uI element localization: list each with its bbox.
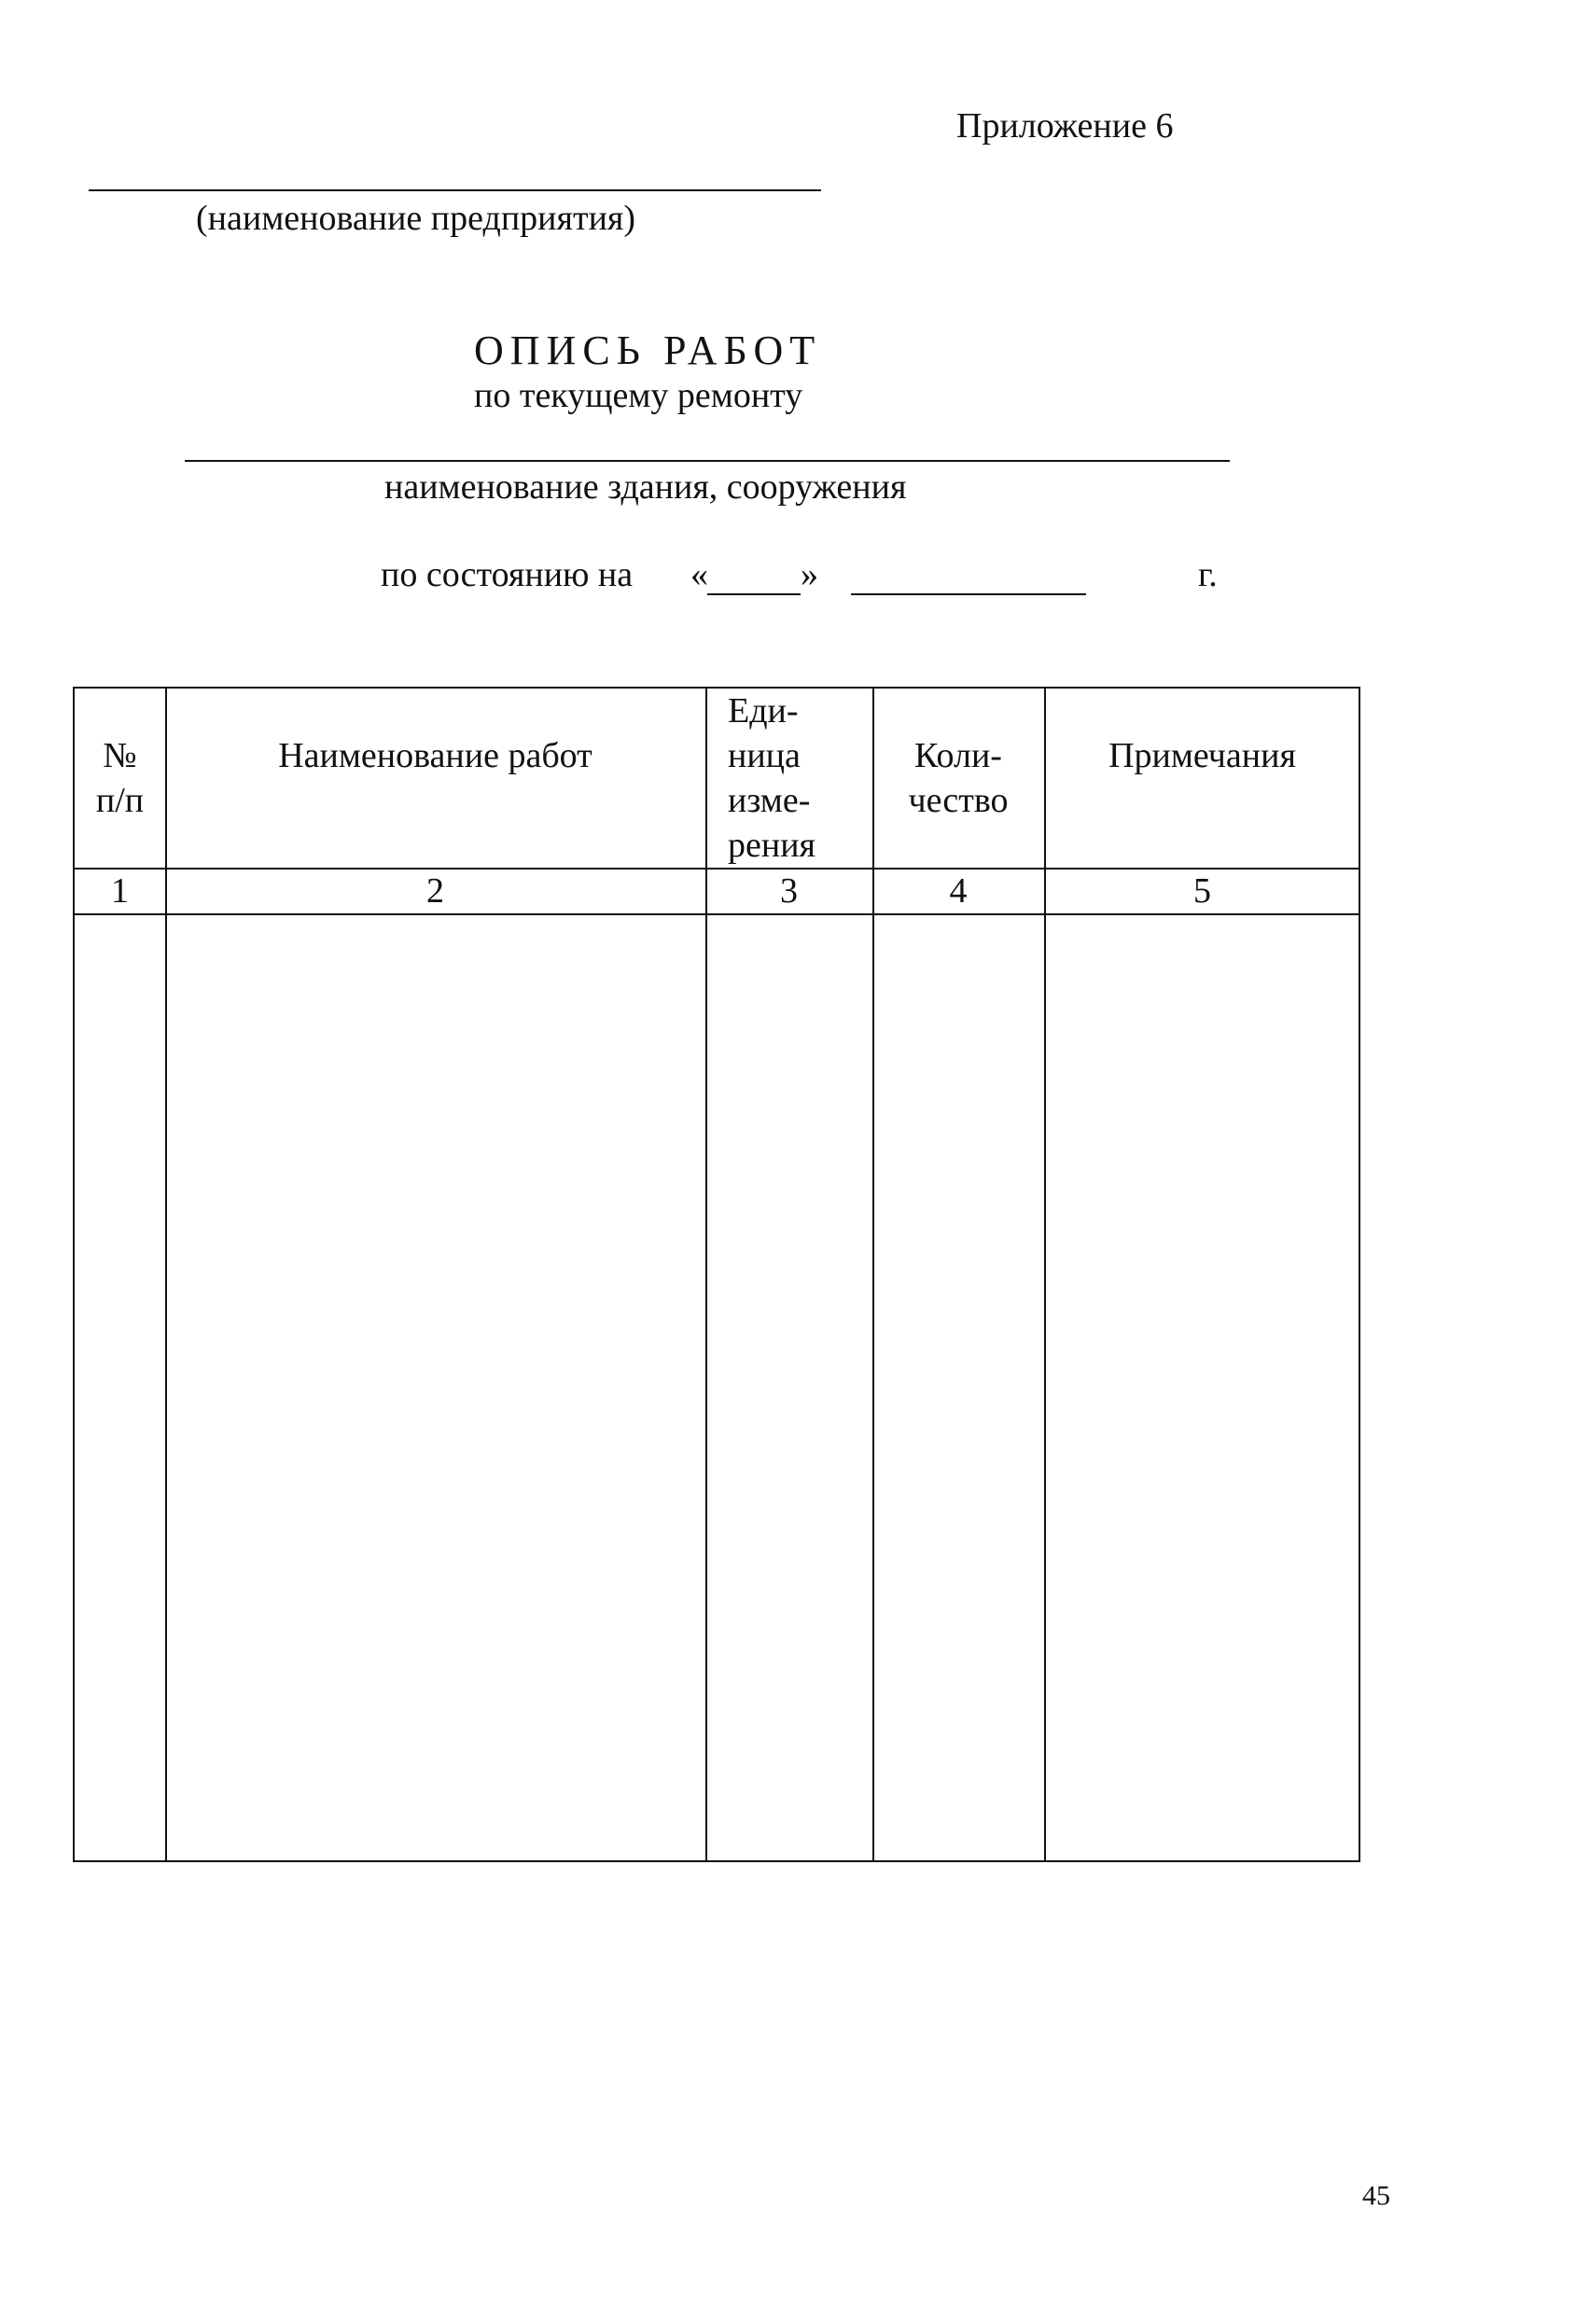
page-number: 45 [1362,2180,1390,2211]
numbering-row-divider [75,913,1359,915]
header-quantity [872,733,1044,823]
header-num-line2: п/п [95,781,145,820]
month-blank-line [851,593,1086,595]
header-work-name: Наименование работ [278,736,592,775]
column-divider [1044,689,1046,1860]
quote-close: » [801,555,818,594]
column-number-1: 1 [111,871,129,911]
column-number-5: 5 [1193,871,1211,911]
year-suffix: г. [1198,555,1218,594]
document-subtitle: по текущему ремонту [474,376,803,415]
header-unit-line3: изме- [728,781,811,820]
org-name-blank-line [89,189,821,191]
header-unit-line2: ница [728,736,801,775]
header-unit [705,689,872,868]
column-number-4: 4 [949,871,968,911]
column-number-2: 2 [426,871,444,911]
header-unit-line4: рения [728,826,816,865]
header-quantity-line1: Коли- [914,736,1002,775]
document-title: ОПИСЬ РАБОТ [474,327,822,373]
column-number-3: 3 [780,871,798,911]
works-table [73,687,1360,1862]
building-name-blank-line [185,460,1230,462]
appendix-label: Приложение 6 [956,106,1174,146]
day-blank-line [707,593,801,595]
state-as-of-label: по состоянию на [381,555,634,594]
header-notes: Примечания [1108,736,1296,775]
header-num-line1: № [103,736,137,775]
quote-open: « [690,555,708,594]
building-name-caption: наименование здания, сооружения [384,467,907,507]
header-num [75,733,165,823]
org-name-caption: (наименование предприятия) [196,199,636,238]
header-unit-line1: Еди- [728,691,799,731]
column-divider [165,689,167,1860]
header-quantity-line2: чество [908,781,1009,820]
column-divider [872,689,874,1860]
